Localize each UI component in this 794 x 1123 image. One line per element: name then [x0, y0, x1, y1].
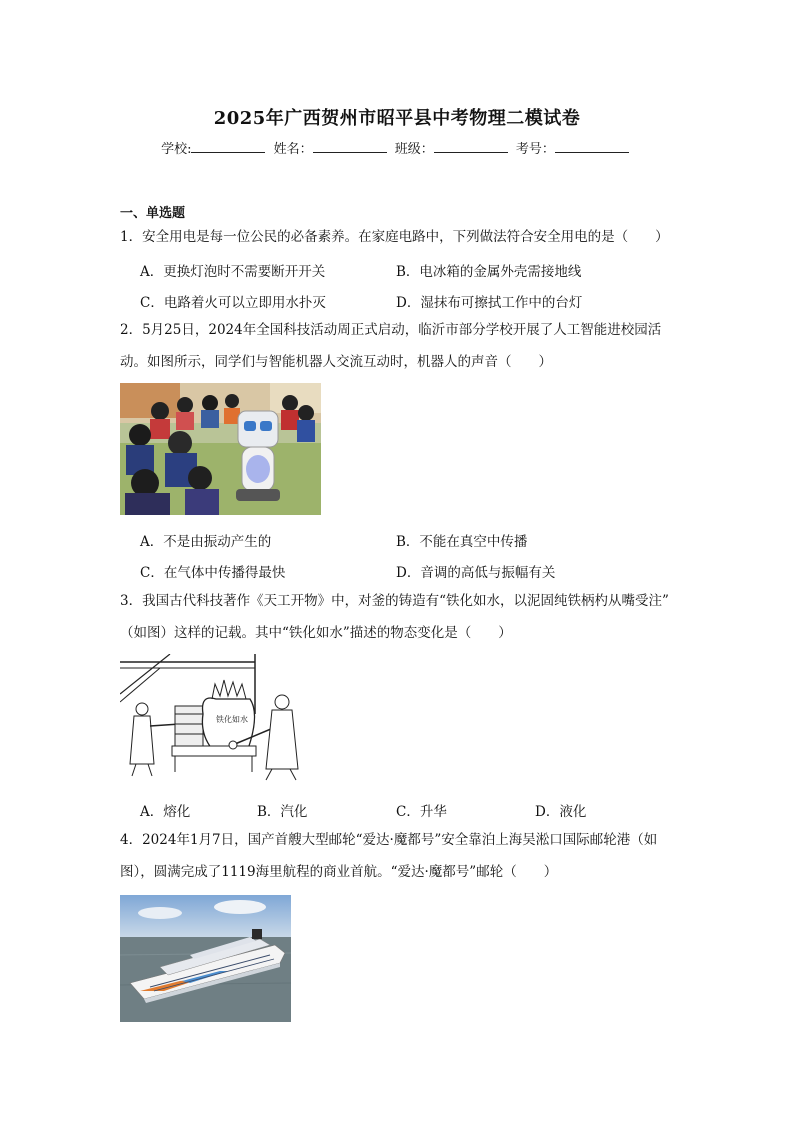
question-2-option-c[interactable]: C．在气体中传播得最快 — [140, 565, 286, 581]
question-4-stem — [120, 824, 680, 888]
section-heading: 一、单选题 — [120, 206, 186, 221]
question-3-stem-line-2: （如图）这样的记载。其中“铁化如水”描述的物态变化是（ ） — [120, 625, 512, 641]
question-1-option-d[interactable]: D．湿抹布可擦拭工作中的台灯 — [396, 295, 583, 311]
school-blank[interactable] — [191, 140, 265, 153]
question-4-stem-line-1: 4．2024年1月7日，国产首艘大型邮轮“爱达·魔都号”安全靠泊上海吴淞口国际邮轮港（如 — [120, 832, 658, 848]
question-2-option-a[interactable]: A．不是由振动产生的 — [140, 534, 272, 550]
exam-no-label: 考号： — [515, 142, 555, 157]
question-1-option-b[interactable]: B．电冰箱的金属外壳需接地线 — [396, 264, 582, 280]
student-info-line — [0, 138, 794, 157]
name-blank[interactable] — [313, 140, 387, 153]
school-label: 学校: — [161, 142, 192, 157]
exam-no-blank[interactable] — [555, 140, 629, 153]
question-2-stem-line-2: 动。如图所示，同学们与智能机器人交流互动时，机器人的声音（ ） — [120, 354, 552, 370]
question-2-option-d[interactable]: D．音调的高低与振幅有关 — [396, 565, 556, 581]
question-2-stem-line-1: 2．5月25日，2024年全国科技活动周正式启动，临沂市部分学校开展了人工智能进校园活 — [120, 322, 662, 338]
question-3-option-d[interactable]: D．液化 — [535, 804, 587, 820]
question-1-option-c[interactable]: C．电路着火可以立即用水扑灭 — [140, 295, 326, 311]
question-3-option-a[interactable]: A．熔化 — [140, 804, 191, 820]
question-1-option-a[interactable]: A．更换灯泡时不需要断开开关 — [140, 264, 326, 280]
question-3-option-b[interactable]: B．汽化 — [257, 804, 308, 820]
question-3-stem-line-1: 3．我国古代科技著作《天工开物》中，对釜的铸造有“铁化如水，以泥固纯铁柄杓从嘴受注” — [120, 593, 669, 609]
question-3-option-c[interactable]: C．升华 — [396, 804, 447, 820]
name-label: 姓名： — [273, 142, 313, 157]
question-1-stem: 1．安全用电是每一位公民的必备素养。在家庭电路中，下列做法符合安全用电的是（ ） — [120, 229, 669, 245]
class-label: 班级： — [394, 142, 434, 157]
question-3-stem — [120, 585, 680, 649]
question-2-option-b[interactable]: B．不能在真空中传播 — [396, 534, 528, 550]
question-2-stem — [120, 314, 680, 378]
robot-classroom-photo — [120, 383, 321, 515]
class-blank[interactable] — [434, 140, 508, 153]
exam-title: 2025年广西贺州市昭平县中考物理二模试卷 — [213, 108, 581, 129]
cruise-ship-photo — [120, 895, 291, 1022]
figure-caption-1: 铁化如水 — [216, 715, 248, 724]
ancient-casting-illustration — [120, 654, 310, 784]
question-4-stem-line-2: 图），圆满完成了1119海里航程的商业首航。“爱达·魔都号”邮轮（ ） — [120, 864, 558, 880]
